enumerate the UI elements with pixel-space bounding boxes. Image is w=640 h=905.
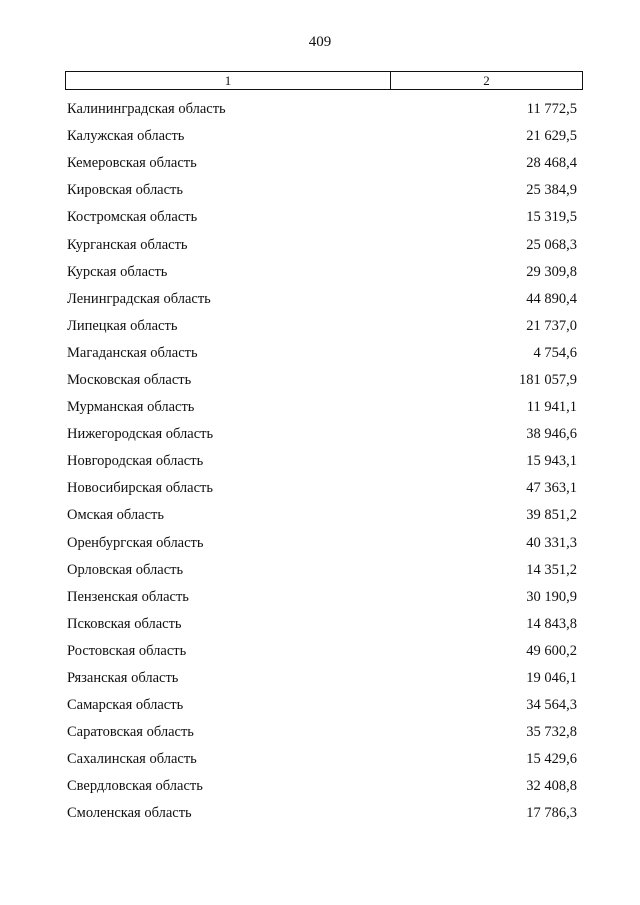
table-row xyxy=(67,421,577,448)
region-name: Московская область xyxy=(67,371,192,388)
region-name: Орловская область xyxy=(67,561,184,578)
table-row xyxy=(67,367,577,394)
region-name: Калининградская область xyxy=(67,101,226,118)
table-row xyxy=(67,557,577,584)
region-value: 39 851,2 xyxy=(526,507,577,524)
region-value: 15 319,5 xyxy=(526,209,577,226)
table-header-col-2: 2 xyxy=(483,73,490,88)
region-name: Смоленская область xyxy=(67,805,192,822)
region-value: 181 057,9 xyxy=(519,371,577,388)
region-value: 21 629,5 xyxy=(526,128,577,145)
table-row xyxy=(67,394,577,421)
region-value: 4 754,6 xyxy=(533,344,577,361)
table-row xyxy=(67,665,577,692)
region-value: 15 429,6 xyxy=(526,751,577,768)
region-value: 14 843,8 xyxy=(526,615,577,632)
table-header xyxy=(65,71,583,90)
region-value: 15 943,1 xyxy=(526,453,577,470)
table-header-col-1: 1 xyxy=(66,72,391,89)
table-row xyxy=(67,692,577,719)
region-name: Кировская область xyxy=(67,182,184,199)
region-name: Новосибирская область xyxy=(67,480,213,497)
region-name: Нижегородская область xyxy=(67,426,214,443)
table-row xyxy=(67,313,577,340)
region-value: 11 941,1 xyxy=(526,399,577,416)
table-row xyxy=(67,773,577,800)
region-name: Курганская область xyxy=(67,236,188,253)
region-value: 44 890,4 xyxy=(526,290,577,307)
region-name: Свердловская область xyxy=(67,778,203,795)
table-row xyxy=(67,259,577,286)
region-name: Мурманская область xyxy=(67,399,195,416)
region-name: Кемеровская область xyxy=(67,155,197,172)
region-value: 19 046,1 xyxy=(526,670,577,687)
table-row xyxy=(67,123,577,150)
region-name: Калужская область xyxy=(67,128,185,145)
region-name: Курская область xyxy=(67,263,168,280)
region-value: 38 946,6 xyxy=(526,426,577,443)
region-value: 49 600,2 xyxy=(526,642,577,659)
region-value: 32 408,8 xyxy=(526,778,577,795)
region-name: Саратовская область xyxy=(67,724,194,741)
region-name: Оренбургская область xyxy=(67,534,204,551)
table-row xyxy=(67,475,577,502)
table-row xyxy=(67,204,577,231)
region-name: Самарская область xyxy=(67,697,184,714)
table-row xyxy=(67,340,577,367)
region-name: Рязанская область xyxy=(67,670,179,687)
region-name: Омская область xyxy=(67,507,164,524)
region-value: 11 772,5 xyxy=(526,101,577,118)
region-value: 35 732,8 xyxy=(526,724,577,741)
table-row xyxy=(67,800,577,827)
region-name: Пензенская область xyxy=(67,588,189,605)
region-value: 47 363,1 xyxy=(526,480,577,497)
region-name: Липецкая область xyxy=(67,317,178,334)
page-number: 409 xyxy=(308,34,332,50)
region-name: Сахалинская область xyxy=(67,751,197,768)
region-value: 25 068,3 xyxy=(526,236,577,253)
region-value: 21 737,0 xyxy=(526,317,577,334)
region-value: 29 309,8 xyxy=(526,263,577,280)
region-name: Магаданская область xyxy=(67,344,198,361)
table-row xyxy=(67,177,577,204)
table-row xyxy=(67,530,577,557)
table-row xyxy=(67,286,577,313)
region-value: 28 468,4 xyxy=(526,155,577,172)
region-name: Новгородская область xyxy=(67,453,204,470)
table-row xyxy=(67,638,577,665)
region-value: 30 190,9 xyxy=(526,588,577,605)
region-name: Ростовская область xyxy=(67,642,187,659)
table-row xyxy=(67,611,577,638)
table-row xyxy=(67,719,577,746)
region-name: Ленинградская область xyxy=(67,290,211,307)
region-value: 14 351,2 xyxy=(526,561,577,578)
table-row xyxy=(67,150,577,177)
region-value: 34 564,3 xyxy=(526,697,577,714)
table-body xyxy=(67,96,577,828)
table-row xyxy=(67,584,577,611)
table-row xyxy=(67,448,577,475)
region-value: 40 331,3 xyxy=(526,534,577,551)
table-row xyxy=(67,231,577,258)
table-row xyxy=(67,502,577,529)
region-value: 17 786,3 xyxy=(526,805,577,822)
table-row xyxy=(67,96,577,123)
table-row xyxy=(67,746,577,773)
region-value: 25 384,9 xyxy=(526,182,577,199)
region-name: Псковская область xyxy=(67,615,182,632)
region-name: Костромская область xyxy=(67,209,198,226)
